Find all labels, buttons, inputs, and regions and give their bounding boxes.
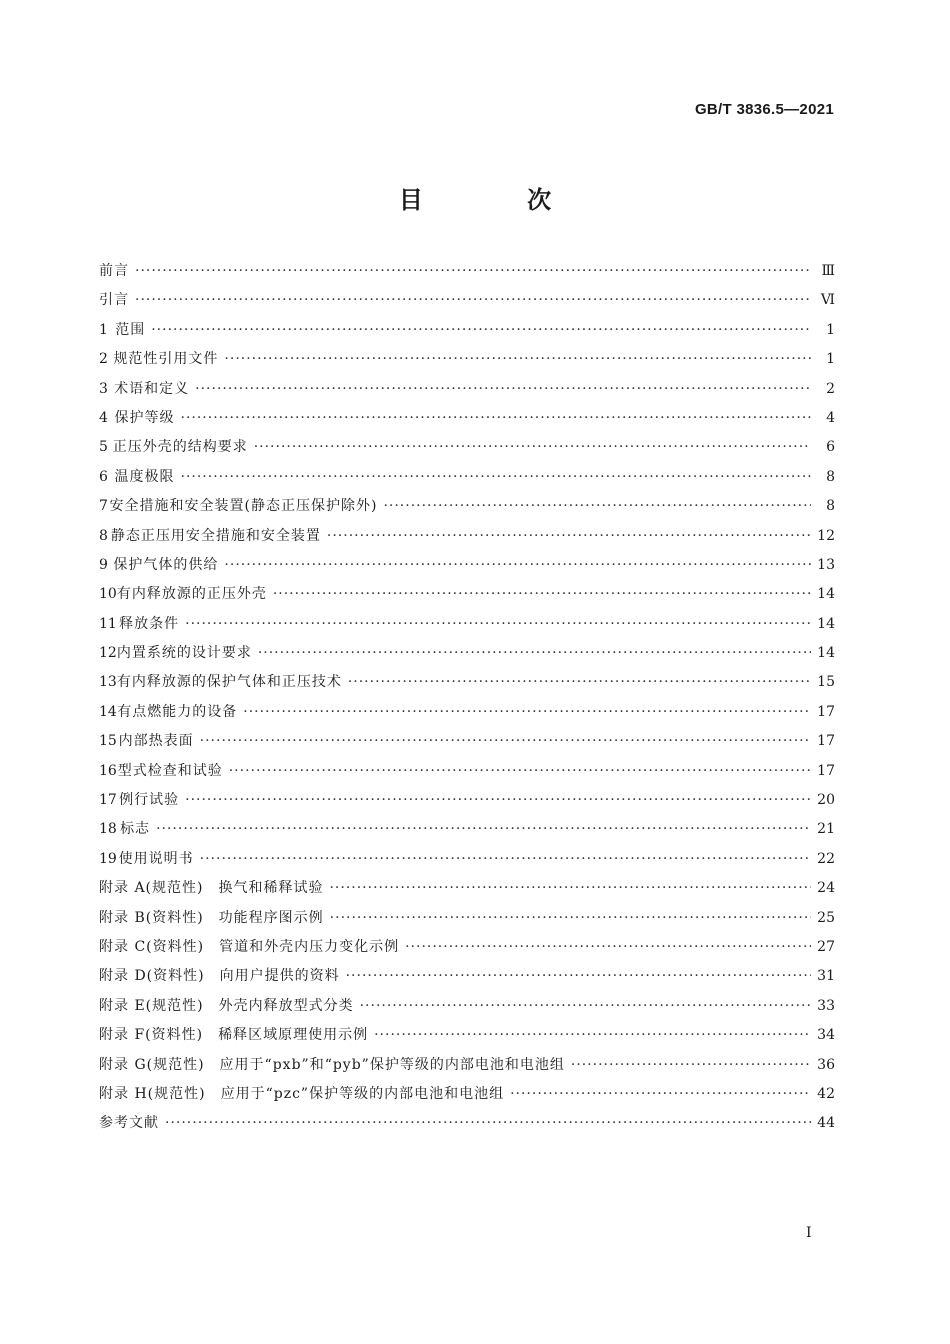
toc-leader-dots [181, 404, 812, 433]
toc-entry[interactable] [99, 786, 835, 815]
toc-entry-number: 8 [99, 527, 108, 544]
toc-entry-page: 6 [826, 439, 835, 456]
toc-entry-page: 21 [817, 821, 835, 838]
toc-entry-label: 标志 [120, 821, 151, 838]
toc-entry-page: Ⅵ [820, 292, 835, 309]
toc-entry[interactable] [99, 375, 835, 404]
toc-leader-dots [181, 463, 812, 492]
toc-entry[interactable] [99, 874, 835, 903]
toc-entry[interactable] [99, 433, 835, 462]
toc-entry-number: 11 [99, 615, 117, 632]
toc-entry[interactable] [99, 727, 835, 756]
toc-entry-label: 参考文献 [99, 1115, 159, 1132]
toc-entry-label: 附录 H(规范性) 应用于“pzc”保护等级的内部电池和电池组 [99, 1085, 505, 1102]
toc-entry[interactable] [99, 1080, 835, 1109]
toc-entry-page: 25 [817, 909, 835, 926]
toc-entry-number: 14 [99, 703, 117, 720]
toc-entry[interactable] [99, 668, 835, 697]
toc-entry-page: 27 [817, 938, 835, 955]
toc-entry-label: 内部热表面 [118, 733, 194, 750]
toc-entry-label: 有点燃能力的设备 [117, 703, 238, 720]
toc-leader-dots [200, 845, 811, 874]
toc-entry-page: 1 [826, 321, 835, 338]
toc-entry-number: 7 [99, 498, 108, 515]
toc-entry-number: 13 [99, 674, 117, 691]
toc-leader-dots [224, 551, 811, 580]
toc-leader-dots [348, 668, 811, 697]
toc-leader-dots [383, 492, 811, 521]
toc-entry[interactable] [99, 610, 835, 639]
toc-leader-dots [258, 639, 811, 668]
toc-title: 目 次 [398, 186, 600, 214]
toc-leader-dots [224, 345, 811, 374]
toc-entry-number: 1 [99, 321, 108, 338]
toc-leader-dots [374, 1021, 811, 1050]
toc-entry[interactable] [99, 316, 835, 345]
toc-entry-page: 1 [826, 351, 835, 368]
toc-entry-label: 保护等级 [114, 409, 175, 426]
toc-leader-dots [243, 698, 811, 727]
toc-entry[interactable] [99, 286, 835, 315]
toc-entry-page: 31 [817, 968, 835, 985]
toc-leader-dots [346, 962, 811, 991]
table-of-contents [99, 257, 835, 1139]
toc-entry-page: 22 [817, 850, 835, 867]
toc-leader-dots [273, 580, 811, 609]
toc-entry[interactable] [99, 463, 835, 492]
toc-entry-number: 10 [99, 586, 117, 603]
toc-entry-page: 44 [817, 1115, 835, 1132]
toc-leader-dots [165, 1109, 811, 1138]
toc-entry-number: 12 [99, 645, 117, 662]
toc-entry-page: 8 [826, 468, 835, 485]
toc-entry-page: 17 [817, 703, 835, 720]
toc-entry[interactable] [99, 992, 835, 1021]
toc-entry-label: 使用说明书 [118, 850, 194, 867]
toc-entry-number: 4 [99, 409, 108, 426]
toc-entry-page: 12 [817, 527, 835, 544]
standard-code: GB/T 3836.5—2021 [694, 101, 834, 118]
toc-leader-dots [195, 375, 811, 404]
toc-entry-number: 16 [99, 762, 117, 779]
toc-entry-label: 内置系统的设计要求 [116, 645, 252, 662]
toc-entry-number: 18 [99, 821, 117, 838]
toc-entry-label: 型式检查和试验 [117, 762, 223, 779]
toc-entry[interactable] [99, 1109, 835, 1138]
toc-entry[interactable] [99, 845, 835, 874]
toc-entry[interactable] [99, 639, 835, 668]
toc-entry[interactable] [99, 580, 835, 609]
toc-entry-number: 9 [99, 556, 108, 573]
toc-entry-label: 规范性引用文件 [113, 351, 219, 368]
toc-entry[interactable] [99, 1021, 835, 1050]
toc-entry-label: 附录 A(规范性) 换气和稀释试验 [99, 880, 324, 897]
toc-entry-page: 13 [817, 556, 835, 573]
toc-entry-label: 术语和定义 [114, 380, 190, 397]
toc-entry-label: 附录 C(资料性) 管道和外壳内压力变化示例 [99, 938, 400, 955]
toc-entry-page: 36 [817, 1056, 835, 1073]
toc-entry-label: 例行试验 [119, 792, 180, 809]
toc-entry-number: 3 [99, 380, 108, 397]
toc-leader-dots [329, 874, 811, 903]
toc-leader-dots [360, 992, 811, 1021]
toc-entry-page: 33 [817, 997, 835, 1014]
toc-entry-number: 17 [99, 792, 117, 809]
toc-entry-label: 保护气体的供给 [113, 556, 219, 573]
toc-entry-page: 14 [817, 645, 835, 662]
toc-entry-page: 2 [826, 380, 835, 397]
toc-entry[interactable] [99, 962, 835, 991]
toc-entry-page: 42 [817, 1085, 835, 1102]
toc-entry-page: 15 [817, 674, 835, 691]
toc-entry-label: 释放条件 [119, 615, 180, 632]
toc-entry-page: 14 [817, 586, 835, 603]
toc-entry-label: 安全措施和安全装置(静态正压保护除外) [109, 498, 378, 515]
toc-entry-label: 正压外壳的结构要求 [112, 439, 248, 456]
toc-entry-label: 静态正压用安全措施和安全装置 [110, 527, 321, 544]
toc-entry-page: 17 [817, 762, 835, 779]
toc-entry[interactable] [99, 257, 835, 286]
toc-entry-page: 20 [817, 792, 835, 809]
toc-leader-dots [151, 316, 811, 345]
toc-leader-dots [254, 433, 811, 462]
toc-leader-dots [229, 757, 811, 786]
toc-leader-dots [135, 286, 811, 315]
toc-entry[interactable] [99, 904, 835, 933]
toc-entry-label: 引言 [99, 292, 129, 309]
toc-leader-dots [185, 610, 811, 639]
toc-entry-number: 2 [99, 351, 108, 368]
toc-leader-dots [571, 1051, 811, 1080]
toc-entry-page: 14 [817, 615, 835, 632]
toc-entry-page: 17 [817, 733, 835, 750]
toc-entry-label: 附录 D(资料性) 向用户提供的资料 [99, 968, 340, 985]
toc-leader-dots [185, 786, 811, 815]
toc-entry[interactable] [99, 757, 835, 786]
toc-leader-dots [135, 257, 811, 286]
toc-entry-number: 15 [99, 733, 117, 750]
toc-entry-number: 19 [99, 850, 117, 867]
toc-entry-page: 4 [826, 409, 835, 426]
toc-entry-label: 有内释放源的正压外壳 [116, 586, 267, 603]
toc-entry-label: 附录 G(规范性) 应用于“pxb”和“pyb”保护等级的内部电池和电池组 [99, 1056, 565, 1073]
toc-entry-page: Ⅲ [821, 263, 835, 279]
toc-leader-dots [405, 933, 811, 962]
toc-entry-label: 附录 E(规范性) 外壳内释放型式分类 [99, 997, 354, 1014]
toc-leader-dots [510, 1080, 811, 1109]
toc-entry[interactable] [99, 345, 835, 374]
toc-entry[interactable] [99, 933, 835, 962]
toc-entry-label: 有内释放源的保护气体和正压技术 [116, 674, 342, 691]
toc-entry[interactable] [99, 698, 835, 727]
toc-entry[interactable] [99, 815, 835, 844]
toc-entry-number: 5 [99, 439, 108, 456]
toc-entry[interactable] [99, 492, 835, 521]
toc-leader-dots [156, 815, 811, 844]
toc-entry-label: 附录 F(资料性) 稀释区域原理使用示例 [99, 1027, 369, 1044]
toc-entry-label: 范围 [115, 321, 146, 338]
toc-entry-page: 24 [817, 880, 835, 897]
toc-entry-number: 6 [99, 468, 108, 485]
toc-leader-dots [200, 727, 811, 756]
toc-entry-label: 附录 B(资料性) 功能程序图示例 [99, 909, 324, 926]
toc-leader-dots [330, 904, 811, 933]
toc-entry-label: 温度极限 [114, 468, 175, 485]
toc-entry[interactable] [99, 522, 835, 551]
toc-entry[interactable] [99, 551, 835, 580]
toc-entry-page: 34 [817, 1027, 835, 1044]
toc-entry-label: 前言 [99, 263, 129, 279]
toc-entry[interactable] [99, 1051, 835, 1080]
toc-leader-dots [327, 522, 811, 551]
page-number: I [806, 1225, 812, 1241]
toc-entry[interactable] [99, 404, 835, 433]
toc-entry-page: 8 [826, 498, 835, 515]
